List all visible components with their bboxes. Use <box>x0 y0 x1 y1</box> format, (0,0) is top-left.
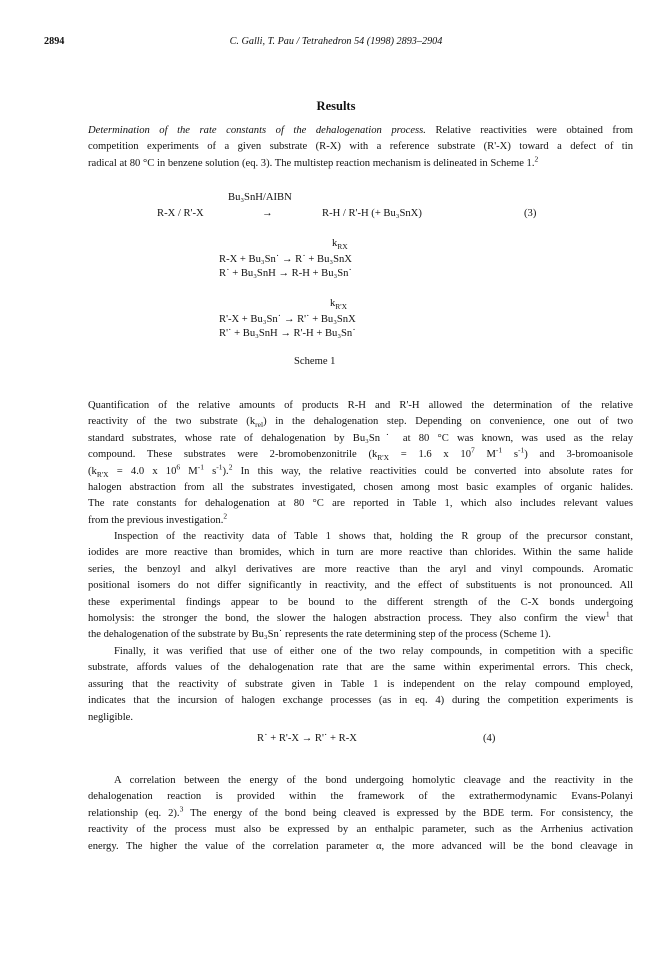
text-line: halogen abstraction from all the substrates investigated, chosen among most basic examples of organic halides. <box>88 482 633 494</box>
text-line: negligible. <box>88 711 134 723</box>
text-line: iodides are more reactive than bromides, which in turn are more reactive than chlorides. Within the same halide <box>88 547 633 559</box>
text-line: substrate, affords values of the dehalogenation rate that are the same within experimental errors. This check, <box>88 662 633 674</box>
running-title: C. Galli, T. Pau / Tetrahedron 54 (1998) 2893–2904 <box>229 36 443 47</box>
text-line: dehalogenation reaction is provided within the framework of the extrathermodynamic Evans-Polanyi <box>88 791 633 803</box>
eq3-right: R-H / R'-H (+ Bu₃SnX) <box>322 208 422 219</box>
intro-paragraph <box>88 123 633 172</box>
text-line: ($k_{R'X} = 4.0$ x $10^6$ $M^{-1}$ $s^{-1}).^2$ In this way, the relative reactivities could be converted into absolute rates for <box>88 462 633 479</box>
body-paragraph <box>88 529 633 644</box>
text-line: the dehalogenation of the substrate by Bu₃Sn˙ represents the rate determining step of the process (Scheme 1). <box>88 629 551 641</box>
intro-line: competition experiments of a given substrate (R-X) with a reference substrate (R'-X) toward a defect of tin <box>88 141 633 153</box>
text-line: from the previous investigation.$^2$ <box>88 511 228 526</box>
body-paragraph <box>88 398 633 529</box>
eq3-number: (3) <box>524 208 537 219</box>
eq4-number: (4) <box>483 733 496 744</box>
text-line: reactivity of the two substrate $(k_{rel})$ in the dehalogenation step. Depending on convenience, one out of two <box>88 416 633 430</box>
section-title: Results <box>316 99 356 113</box>
text-line: these experimental findings appear to be bound to the different strength of the C-X bonds undergoing <box>88 596 633 608</box>
text-line: compound. These substrates were 2-bromobenzonitrile ($k_{R'X} = 1.6$ x $10^7$ $M^{-1}$ $s^{-1}$) and 3-bromoanisole <box>88 445 633 463</box>
body-paragraph <box>88 644 633 726</box>
intro-heading: Determination of the rate constants of the dehalogenation process. <box>88 125 426 136</box>
page-number: 2894 <box>44 36 65 47</box>
scheme-k1-line2: R˙ + Bu₃SnH → R-H + Bu₃Sn˙ <box>219 268 352 279</box>
scheme-k2-line1: R'-X + Bu₃Sn˙ → R'˙ + Bu₃SnX <box>219 314 356 325</box>
text-line: Quantification of the relative amounts of products R-H and R'-H allowed the determination of the relative <box>88 400 633 411</box>
eq4-expression: R˙ + R'-X → R'˙ + R-X <box>257 733 357 744</box>
text-line: series, the benzoyl and alkyl derivatives are more reactive than the aryl and vinyl compounds. Aromatic <box>88 563 633 575</box>
eq3-left: R-X / R'-X <box>157 208 204 219</box>
scheme-k2-line2: R'˙ + Bu₃SnH → R'-H + Bu₃Sn˙ <box>219 328 356 339</box>
text-line: energy. The higher the value of the correlation parameter α, the more advanced will be the bond cleavage in <box>88 840 633 852</box>
text-line: standard substrates, whose rate of dehalogenation by Bu₃Sn˙ at 80 °C was known, was used as the relay <box>88 432 633 444</box>
eq3-reagent: Bu₃SnH/AIBN <box>228 192 292 203</box>
intro-line: radical at 80 °C in benzene solution (eq. 3). The multistep reaction mechanism is delineated in Scheme 1.$^2$ <box>88 154 539 169</box>
scheme-k1-label: $k_{RX}$ <box>332 238 348 252</box>
scheme-k1-line1: R-X + Bu₃Sn˙ → R˙ + Bu₃SnX <box>219 254 352 265</box>
text-line: Finally, it was verified that use of either one of the two relay compounds, in competition with a specific <box>114 646 633 657</box>
text-line: indicates that the incursion of halogen exchange processes (as in eq. 4) during the competition experiments is <box>88 695 633 707</box>
text-line: Inspection of the reactivity data of Table 1 shows that, holding the R group of the precursor constant, <box>114 531 633 542</box>
intro-line: Determination of the rate constants of the dehalogenation process. Relative reactivities were obtained from <box>88 125 633 136</box>
text-line: The rate constants for dehalogenation at 80 °C are reported in Table 1, which also includes relevant values <box>88 498 633 510</box>
eq3-arrow: → <box>262 208 273 219</box>
text-line: relationship (eq. 2).$^3$ The energy of the bond being cleaved is expressed by the BDE term. For consistency, the <box>88 804 633 819</box>
body-paragraph <box>88 773 633 855</box>
text-line: positional isomers do not differ significantly in reactivity, and the effect of substituents is not pronounced. All <box>88 580 633 592</box>
scheme-k2-label: $k_{R'X}$ <box>330 298 348 312</box>
text-line: A correlation between the energy of the bond undergoing homolytic cleavage and the reactivity in the <box>114 775 633 786</box>
text-line: homolysis: the stronger the bond, the slower the halogen abstraction process. They also confirm the view$^1$ that <box>88 609 633 625</box>
text-line: assuring that the reactivity of substrate given in Table 1 is independent on the relay compound employed, <box>88 678 633 690</box>
text-line: reactivity of the process must also be expressed by an enthalpic parameter, such as the Arrhenius activation <box>88 824 633 836</box>
scheme-caption: Scheme 1 <box>294 356 336 367</box>
